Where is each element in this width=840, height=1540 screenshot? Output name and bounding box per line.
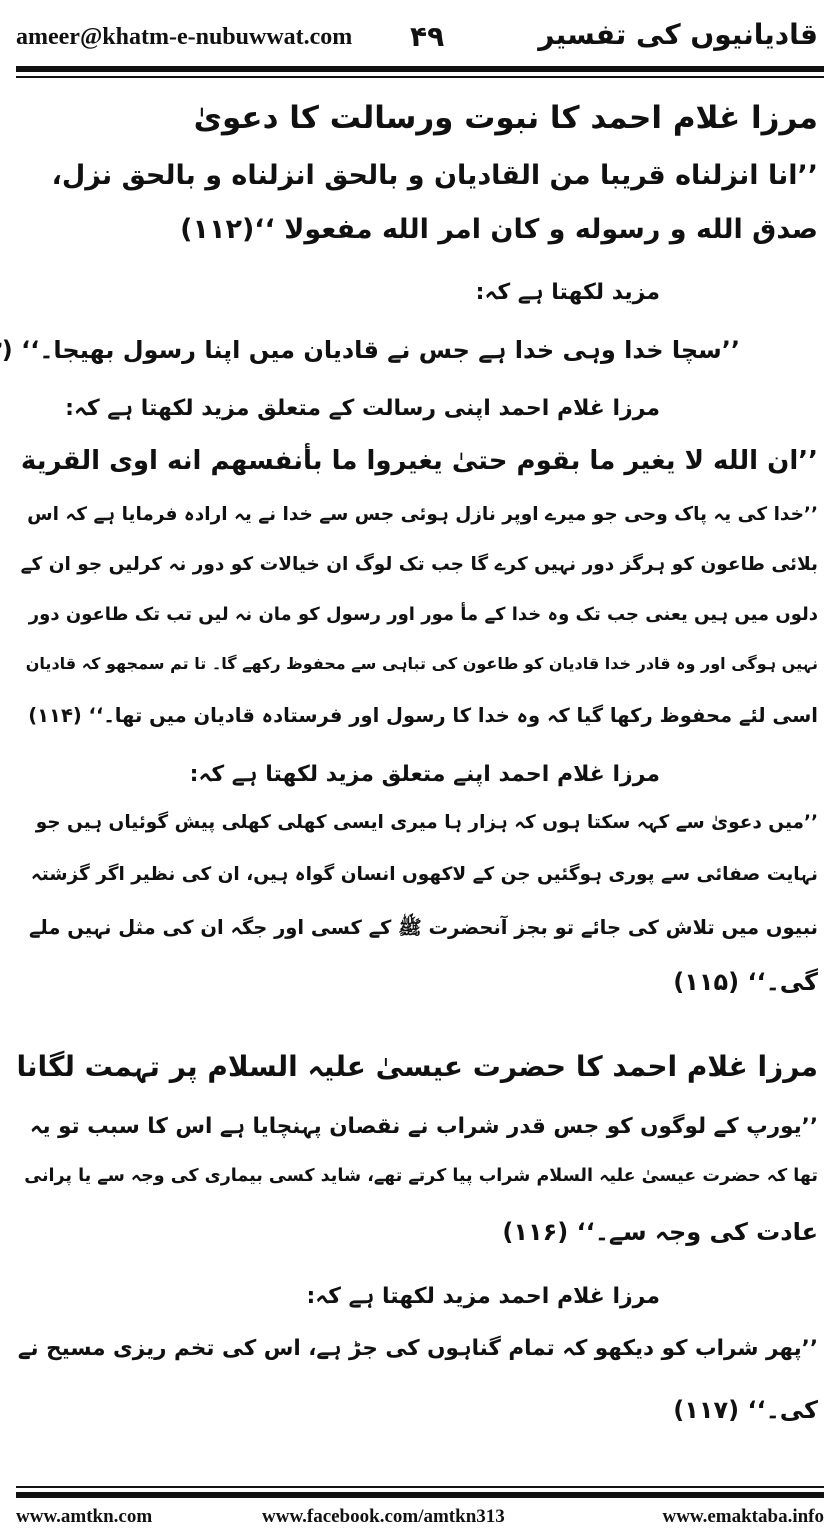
section-heading-prophethood: مرزا غلام احمد کا نبوت ورسالت کا دعویٰ xyxy=(193,100,818,136)
intro-text-3: مرزا غلام احمد اپنے متعلق مزید لکھتا ہے کہ: xyxy=(189,762,660,787)
quote-line: ’’میں دعویٰ سے کہہ سکتا ہوں کہ ہزار ہا میری ایسی کھلی کھلی پیش گوئیاں ہیں جو xyxy=(35,812,818,833)
arabic-quote-line-2: صدق الله و رسوله و كان امر الله مفعولا ‘‘(۱۱۲) xyxy=(180,214,818,245)
book-title: قادیانیوں کی تفسیر xyxy=(538,18,818,51)
page-number: ۴۹ xyxy=(410,20,445,53)
quote-line: ’’سچا خدا وہی خدا ہے جس نے قادیان میں اپنا رسول بھیجا۔‘‘ ( xyxy=(1,336,740,364)
section-heading-accusation: مرزا غلام احمد کا حضرت عیسیٰ علیہ السلام پر تہمت لگانا xyxy=(16,1050,818,1083)
quote-line: دلوں میں ہیں یعنی جب تک وہ خدا کے مأ مور اور رسول کو مان نہ لیں تب تک طاعون دور xyxy=(28,604,818,625)
intro-text-1: مزید لکھتا ہے کہ: xyxy=(475,280,660,305)
quote-line: ’’پھر شراب کو دیکھو کہ تمام گناہوں کی جڑ ہے، اس کی تخم ریزی مسیح نے xyxy=(17,1336,818,1361)
footer-rule-thin xyxy=(16,1486,824,1488)
quote-line: بلائی طاعون کو ہرگز دور نہیں کرے گا جب تک لوگ ان خیالات کو دور نہ کرلیں جو ان کے xyxy=(20,554,818,575)
arabic-quote-line-1: ’’انا انزلناه قريبا من القاديان و بالحق انزلناه و بالحق نزل، xyxy=(51,160,818,191)
quote-line: نہیں ہوگی اور وہ قادر خدا قادیان کو طاعون کی تباہی سے محفوظ رکھے گا۔ تا تم سمجھو کہ قادیان xyxy=(25,654,818,673)
footer-link-emaktaba[interactable]: www.emaktaba.info xyxy=(662,1506,824,1527)
header-rule-thick xyxy=(16,66,824,72)
quote-line: اسی لئے محفوظ رکھا گیا کہ وہ خدا کا رسول اور فرستادہ قادیان میں تھا۔‘‘ (۱۱۴) xyxy=(28,704,818,727)
intro-text-2: مرزا غلام احمد اپنی رسالت کے متعلق مزید لکھتا ہے کہ: xyxy=(65,396,660,421)
quote-line: تھا کہ حضرت عیسیٰ علیہ السلام شراب پیا کرتے تھے، شاید کسی بیماری کی وجہ سے یا پرانی xyxy=(24,1166,818,1186)
intro-text-4: مرزا غلام احمد مزید لکھتا ہے کہ: xyxy=(306,1284,660,1309)
quote-line: نہایت صفائی سے پوری ہوگئیں جن کے لاکھوں انسان گواہ ہیں، ان کی نظیر اگر گزشتہ xyxy=(30,864,818,885)
header-email: ameer@khatm-e-nubuwwat.com xyxy=(16,24,353,50)
quote-line: عادت کی وجہ سے۔‘‘ (۱۱۶) xyxy=(502,1218,818,1246)
quote-line: نبیوں میں تلاش کی جائے تو بجز آنحضرت ﷺ کے کسی اور جگہ ان کی مثل نہیں ملے xyxy=(28,916,818,939)
quote-line: ’’یورپ کے لوگوں کو جس قدر شراب نے نقصان پہنچایا ہے اس کا سبب تو یہ xyxy=(29,1114,818,1139)
footer-link-facebook[interactable]: www.facebook.com/amtkn313 xyxy=(262,1506,505,1527)
footer-rule-thick xyxy=(16,1492,824,1498)
footer-link-amtkn[interactable]: www.amtkn.com xyxy=(16,1506,153,1527)
quote-line: کی۔‘‘ (۱۱۷) xyxy=(673,1396,818,1424)
header-rule-thin xyxy=(16,76,824,78)
quote-line: ’’خدا کی یہ پاک وحی جو میرے اوپر نازل ہوئی جس سے خدا نے یہ ارادہ فرمایا ہے کہ اس xyxy=(27,504,818,525)
quote-line: گی۔‘‘ (۱۱۵) xyxy=(673,968,818,996)
arabic-quote-2: ’’ان الله لا يغير ما بقوم حتىٰ يغيروا ما بأنفسهم انه اوى القرية xyxy=(20,446,818,476)
